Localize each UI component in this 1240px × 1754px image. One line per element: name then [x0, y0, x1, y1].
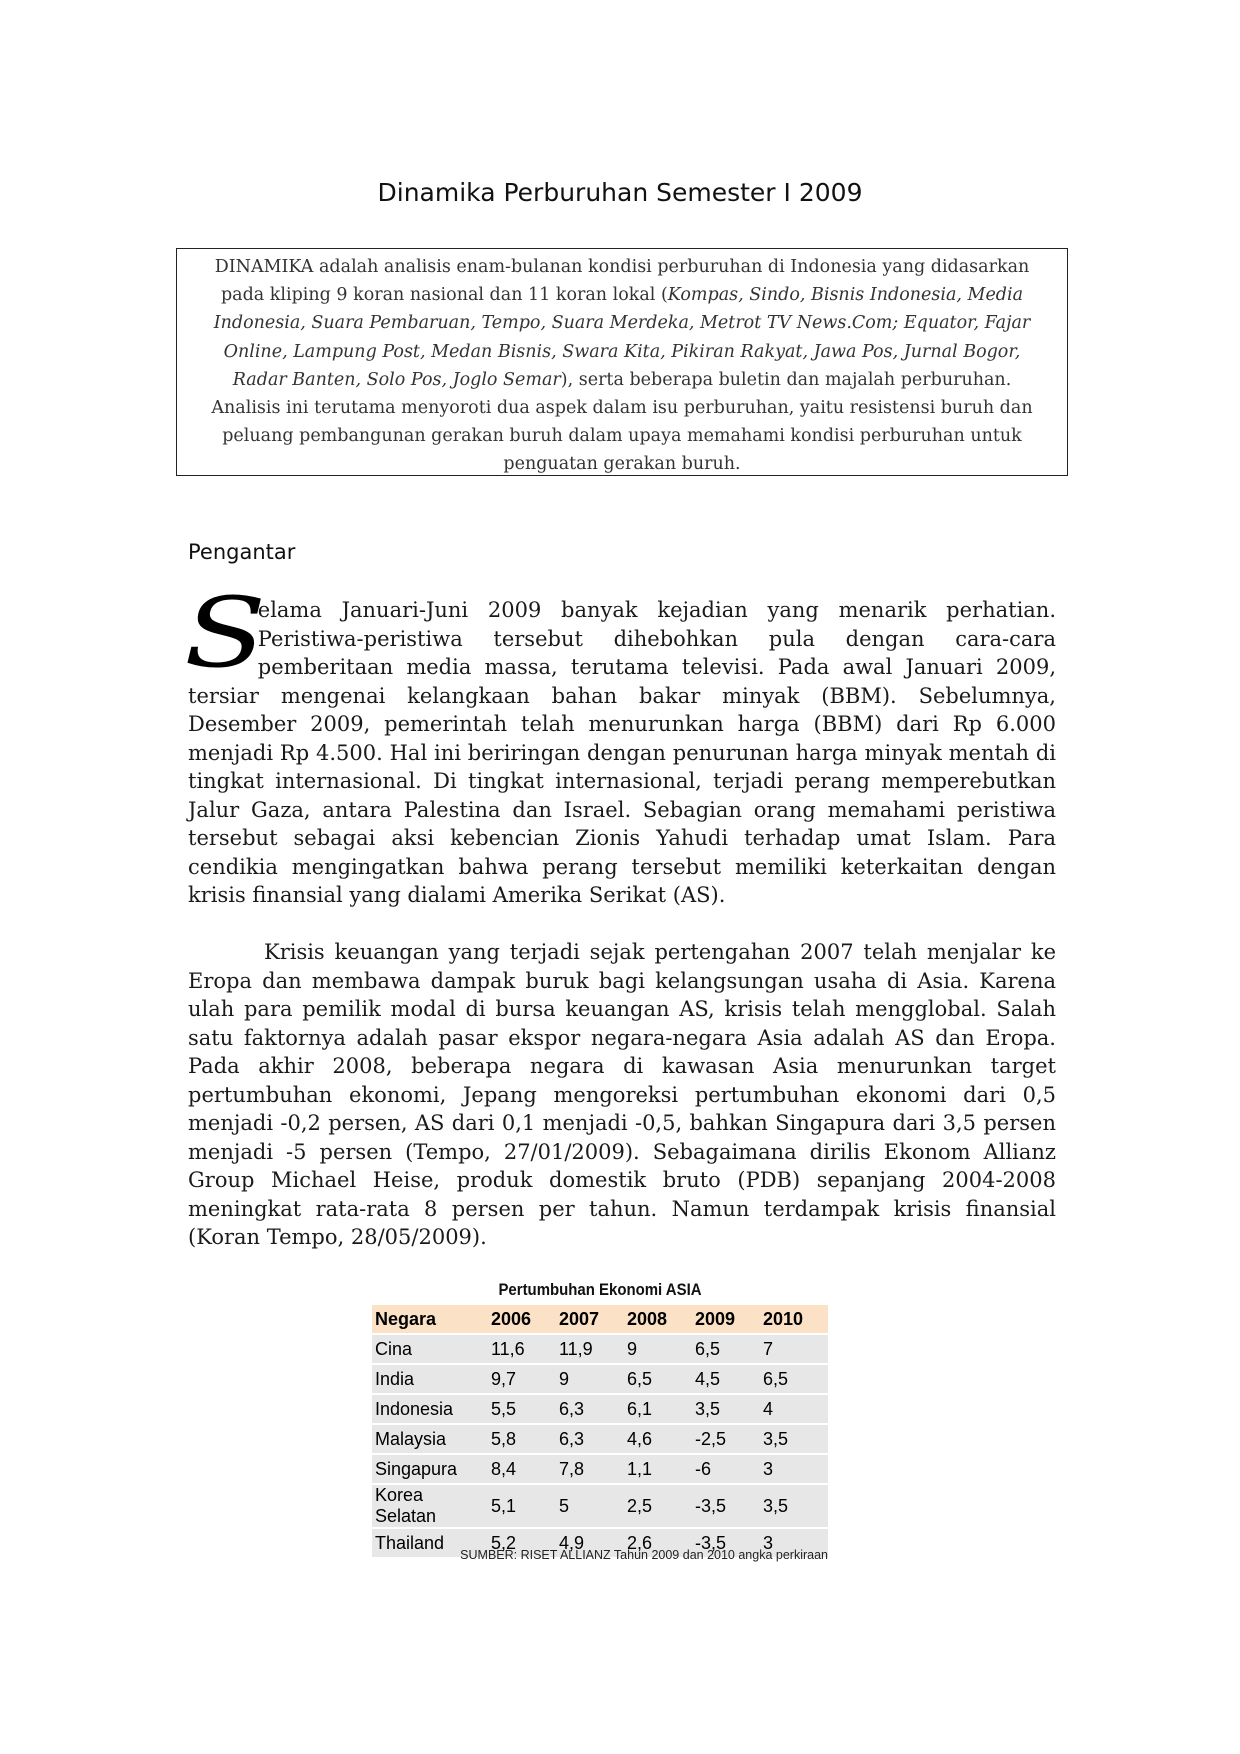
table-cell: 9	[556, 1364, 624, 1394]
table-cell: 7,8	[556, 1454, 624, 1484]
paragraph-crisis-text: Krisis keuangan yang terjadi sejak pertengahan 2007 telah menjalar ke Eropa dan membawa dampak buruk bagi kelangsungan usaha di Asia. Karena ulah para pemilik modal di bursa keuangan AS, krisis telah mengglobal. Salah satu faktornya adalah pasar ekspor negara-negara Asia adalah AS dan Eropa. Pada akhir 2008, beberapa negara di kawasan Asia menurunkan target pertumbuhan ekonomi, Jepang mengoreksi pertumbuhan ekonomi dari 0,5 menjadi -0,2 persen, AS dari 0,1 menjadi -0,5, bahkan Singapura dari 3,5 persen menjadi -5 persen (Tempo, 27/01/2009). Sebagaimana dirilis Ekonom Allianz Group Michael Heise, produk domestik bruto (PDB) sepanjang 2004-2008 meningkat rata-rata 8 persen per tahun. Namun terdampak krisis finansial (Koran Tempo, 28/05/2009).	[188, 940, 1056, 1249]
paragraph-intro-text: elama Januari-Juni 2009 banyak kejadian yang menarik perhatian. Peristiwa-peristiwa tersebut dihebohkan pula dengan cara-cara pemberitaan media massa, terutama televisi. Pada awal Januari 2009, tersiar mengenai kelangkaan bahan bakar minyak (BBM). Sebelumnya, Desember 2009, pemerintah telah menurunkan harga (BBM) dari Rp 6.000 menjadi Rp 4.500. Hal ini beriringan dengan penurunan harga minyak mentah di tingkat internasional. Di tingkat internasional, terjadi perang memperebutkan Jalur Gaza, antara Palestina dan Israel. Sebagian orang memahami peristiwa tersebut sebagai aksi kebencian Zionis Yahudi terhadap umat Islam. Para cendikia mengingatkan bahwa perang tersebut memiliki keterkaitan dengan krisis finansial yang dialami Amerika Serikat (AS).	[188, 598, 1056, 907]
table-row	[372, 1424, 828, 1454]
table-title: Pertumbuhan Ekonomi ASIA	[498, 1280, 702, 1299]
paragraph-crisis	[188, 938, 1056, 1252]
dropcap-letter: S	[184, 577, 267, 689]
table-cell: 1,1	[624, 1454, 692, 1484]
table-cell: 6,3	[556, 1424, 624, 1454]
table-cell: 5,1	[488, 1484, 556, 1528]
table-source-note: SUMBER: RISET ALLIANZ Tahun 2009 dan 2010 angka perkiraan	[460, 1548, 828, 1562]
table-cell: 11,6	[488, 1334, 556, 1364]
table-cell: -3,5	[692, 1528, 760, 1558]
table-cell: 7	[760, 1334, 828, 1364]
column-header: 2007	[556, 1305, 624, 1334]
table-cell: 6,1	[624, 1394, 692, 1424]
table-row	[372, 1454, 828, 1484]
table-cell: 2,6	[624, 1528, 692, 1558]
abstract-text-before: DINAMIKA adalah analisis enam-bulanan kondisi perburuhan di Indonesia yang didasarkan pada kliping 9 koran nasional dan 11 koran lokal (	[214, 257, 1030, 306]
section-heading: Pengantar	[188, 540, 296, 564]
table-cell: -3,5	[692, 1484, 760, 1528]
growth-table	[372, 1305, 828, 1559]
table-cell: 3	[760, 1454, 828, 1484]
table-cell: 3	[760, 1528, 828, 1558]
table-cell: 4	[760, 1394, 828, 1424]
column-header: 2006	[488, 1305, 556, 1334]
table-cell: 4,6	[624, 1424, 692, 1454]
table-cell: 11,9	[556, 1334, 624, 1364]
table-cell: 9	[624, 1334, 692, 1364]
abstract-sources: Kompas, Sindo, Bisnis Indonesia, Media Indonesia, Suara Pembaruan, Tempo, Suara Merdeka, Metrot TV News.Com; Equator, Fajar Online, Lampung Post, Medan Bisnis, Swara Kita, Pikiran Rakyat, Jawa Pos, Jurnal Bogor, Radar Banten, Solo Pos, Joglo Semar	[213, 285, 1031, 390]
table-cell: India	[372, 1364, 488, 1394]
table-row	[372, 1484, 828, 1528]
column-header: 2010	[760, 1305, 828, 1334]
table-cell: 5,5	[488, 1394, 556, 1424]
page-title: Dinamika Perburuhan Semester I 2009	[377, 178, 863, 207]
table-cell: 3,5	[760, 1424, 828, 1454]
table-cell: 4,9	[556, 1528, 624, 1558]
table-cell: Korea Selatan	[372, 1484, 488, 1528]
table-cell: 9,7	[488, 1364, 556, 1394]
table-cell: 6,3	[556, 1394, 624, 1424]
table-cell: Singapura	[372, 1454, 488, 1484]
table-cell: 5,8	[488, 1424, 556, 1454]
table-header-row	[372, 1305, 828, 1334]
abstract-text-after: ), serta beberapa buletin dan majalah perburuhan. Analisis ini terutama menyoroti dua aspek dalam isu perburuhan, yaitu resistensi buruh dan peluang pembangunan gerakan buruh dalam upaya memahami kondisi perburuhan untuk penguatan gerakan buruh.	[211, 369, 1033, 475]
table-cell: Thailand	[372, 1528, 488, 1558]
table-cell: 5	[556, 1484, 624, 1528]
column-header: 2008	[624, 1305, 692, 1334]
table-cell: 5,2	[488, 1528, 556, 1558]
table-cell: -6	[692, 1454, 760, 1484]
table-row	[372, 1334, 828, 1364]
table-cell: 8,4	[488, 1454, 556, 1484]
table-row	[372, 1394, 828, 1424]
table-cell: 4,5	[692, 1364, 760, 1394]
table-cell: Malaysia	[372, 1424, 488, 1454]
table-cell: 3,5	[760, 1484, 828, 1528]
table-cell: 6,5	[760, 1364, 828, 1394]
table-cell: 6,5	[624, 1364, 692, 1394]
column-header: 2009	[692, 1305, 760, 1334]
table-cell: 6,5	[692, 1334, 760, 1364]
table-cell: -2,5	[692, 1424, 760, 1454]
table-row	[372, 1364, 828, 1394]
table-cell: Indonesia	[372, 1394, 488, 1424]
abstract-box	[176, 248, 1068, 476]
table-cell: 2,5	[624, 1484, 692, 1528]
table-cell: Cina	[372, 1334, 488, 1364]
paragraph-intro	[184, 577, 1056, 910]
column-header: Negara	[372, 1305, 488, 1334]
table-cell: 3,5	[692, 1394, 760, 1424]
